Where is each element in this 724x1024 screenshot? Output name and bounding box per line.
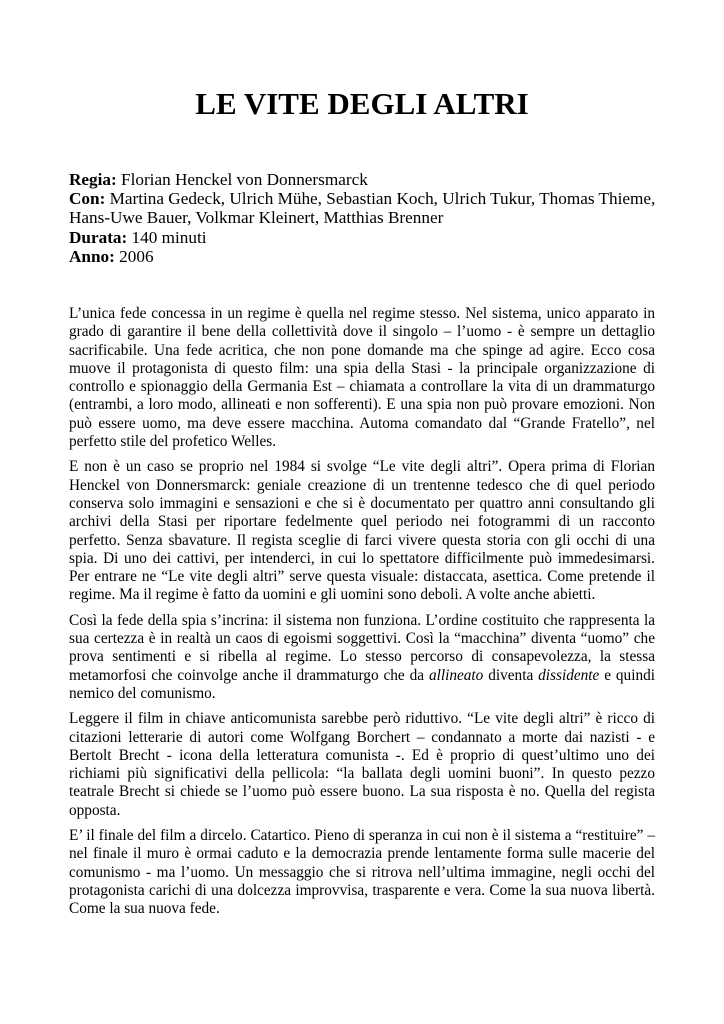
- regia-value: Florian Henckel von Donnersmarck: [121, 170, 368, 189]
- paragraph-3-italic-dissidente: dissidente: [538, 666, 600, 684]
- credit-durata: [69, 228, 659, 247]
- anno-value: 2006: [119, 246, 154, 266]
- paragraph-4: Leggere il film in chiave anticomunista sarebbe però riduttivo. “Le vite degli altri” è ricco di citazioni letterarie di autori come Wolfgang Borchert – condannato a morte dai nazisti - e Bertolt Brecht - icona della letteratura comunista -. Ed è proprio di quest’ultimo uno dei richiami più significativi della pellicola: “la ballata degli uomini buoni”. In questo pezzo teatrale Brecht si chiede se l’uomo può essere buono. La sua risposta è no. Quella del regista opposta.: [69, 710, 655, 819]
- document-title: LE VITE DEGLI ALTRI: [195, 86, 529, 121]
- con-label: Con:: [69, 189, 106, 209]
- credit-anno: [69, 247, 659, 266]
- credit-regia: [69, 170, 659, 189]
- con-value: Martina Gedeck, Ulrich Mühe, Sebastian Koch, Ulrich Tukur, Thomas Thieme, Hans-Uwe Bauer, Volkmar Kleinert, Matthias Brenner: [69, 189, 656, 228]
- paragraph-5: E’ il finale del film a dircelo. Catartico. Pieno di speranza in cui non è il sistema a “restituire” – nel finale il muro è ormai caduto e la democrazia prende lentamente forma sulle macerie del comunismo - ma l’uomo. Un messaggio che si ritrova nell’ultima immagine, negli occhi del protagonista carichi di una dolcezza improvvisa, trasparente e vera. Come la sua nuova libertà. Come la sua nuova fede.: [69, 827, 655, 918]
- durata-label: Durata:: [69, 227, 128, 247]
- film-credits: [69, 170, 659, 266]
- anno-label: Anno:: [69, 246, 115, 266]
- review-body: [69, 305, 655, 926]
- paragraph-1: L’unica fede concessa in un regime è quella nel regime stesso. Nel sistema, unico apparato in grado di garantire il bene della collettività dove il singolo – l’uomo - è sempre un dettaglio sacrificabile. Una fede acritica, che non pone domande ma che spinge ad agire. Ecco cosa muove il protagonista di questo film: una spia della Stasi - la principale organizzazione di controllo e spionaggio della Germania Est – chiamata a controllare la vita di un drammaturgo (entrambi, a loro modo, allineati e non sofferenti). E una spia non può provare emozioni. Non può essere uomo, ma deve essere macchina. Automa comandato dal “Grande Fratello”, nel perfetto stile del profetico Welles.: [69, 305, 655, 451]
- durata-value: 140 minuti: [131, 227, 207, 247]
- paragraph-3-text-e: e quindi nemico del comunismo.: [69, 666, 655, 702]
- paragraph-3-italic-allineato: allineato: [428, 666, 484, 684]
- paragraph-3: [69, 612, 655, 703]
- paragraph-3-text-a: Così la fede della spia s’incrina: il sistema non funziona. L’ordine costituito che rappresenta la sua certezza è in realtà un caos di egoismi soggettivi. Così la “macchina” diventa “uomo” che prova sentimenti e si ribella al regime. Lo stesso percorso di consapevolezza, la stessa metamorfosi che coinvolge anche il drammaturgo che da: [69, 611, 655, 684]
- paragraph-3-text-c: diventa: [483, 666, 539, 684]
- regia-label: Regia:: [69, 170, 117, 189]
- credit-con: [69, 189, 659, 227]
- paragraph-2: E non è un caso se proprio nel 1984 si svolge “Le vite degli altri”. Opera prima di Florian Henckel von Donnersmarck: geniale creazione di un trentenne tedesco che di quel periodo conserva solo immagini e sensazioni e che si è documentato per quattro anni consultando gli archivi della Stasi per riportare fedelmente quel periodo nei fotogrammi di un racconto perfetto. Senza sbavature. Il regista sceglie di farci vivere questa storia con gli occhi di una spia. Di uno dei cattivi, per intenderci, in cui lo spettatore difficilmente può immedesimarsi. Per entrare ne “Le vite degli altri” serve questa visuale: distaccata, asettica. Come pretende il regime. Ma il regime è fatto da uomini e gli uomini sono deboli. A volte anche abietti.: [69, 458, 655, 604]
